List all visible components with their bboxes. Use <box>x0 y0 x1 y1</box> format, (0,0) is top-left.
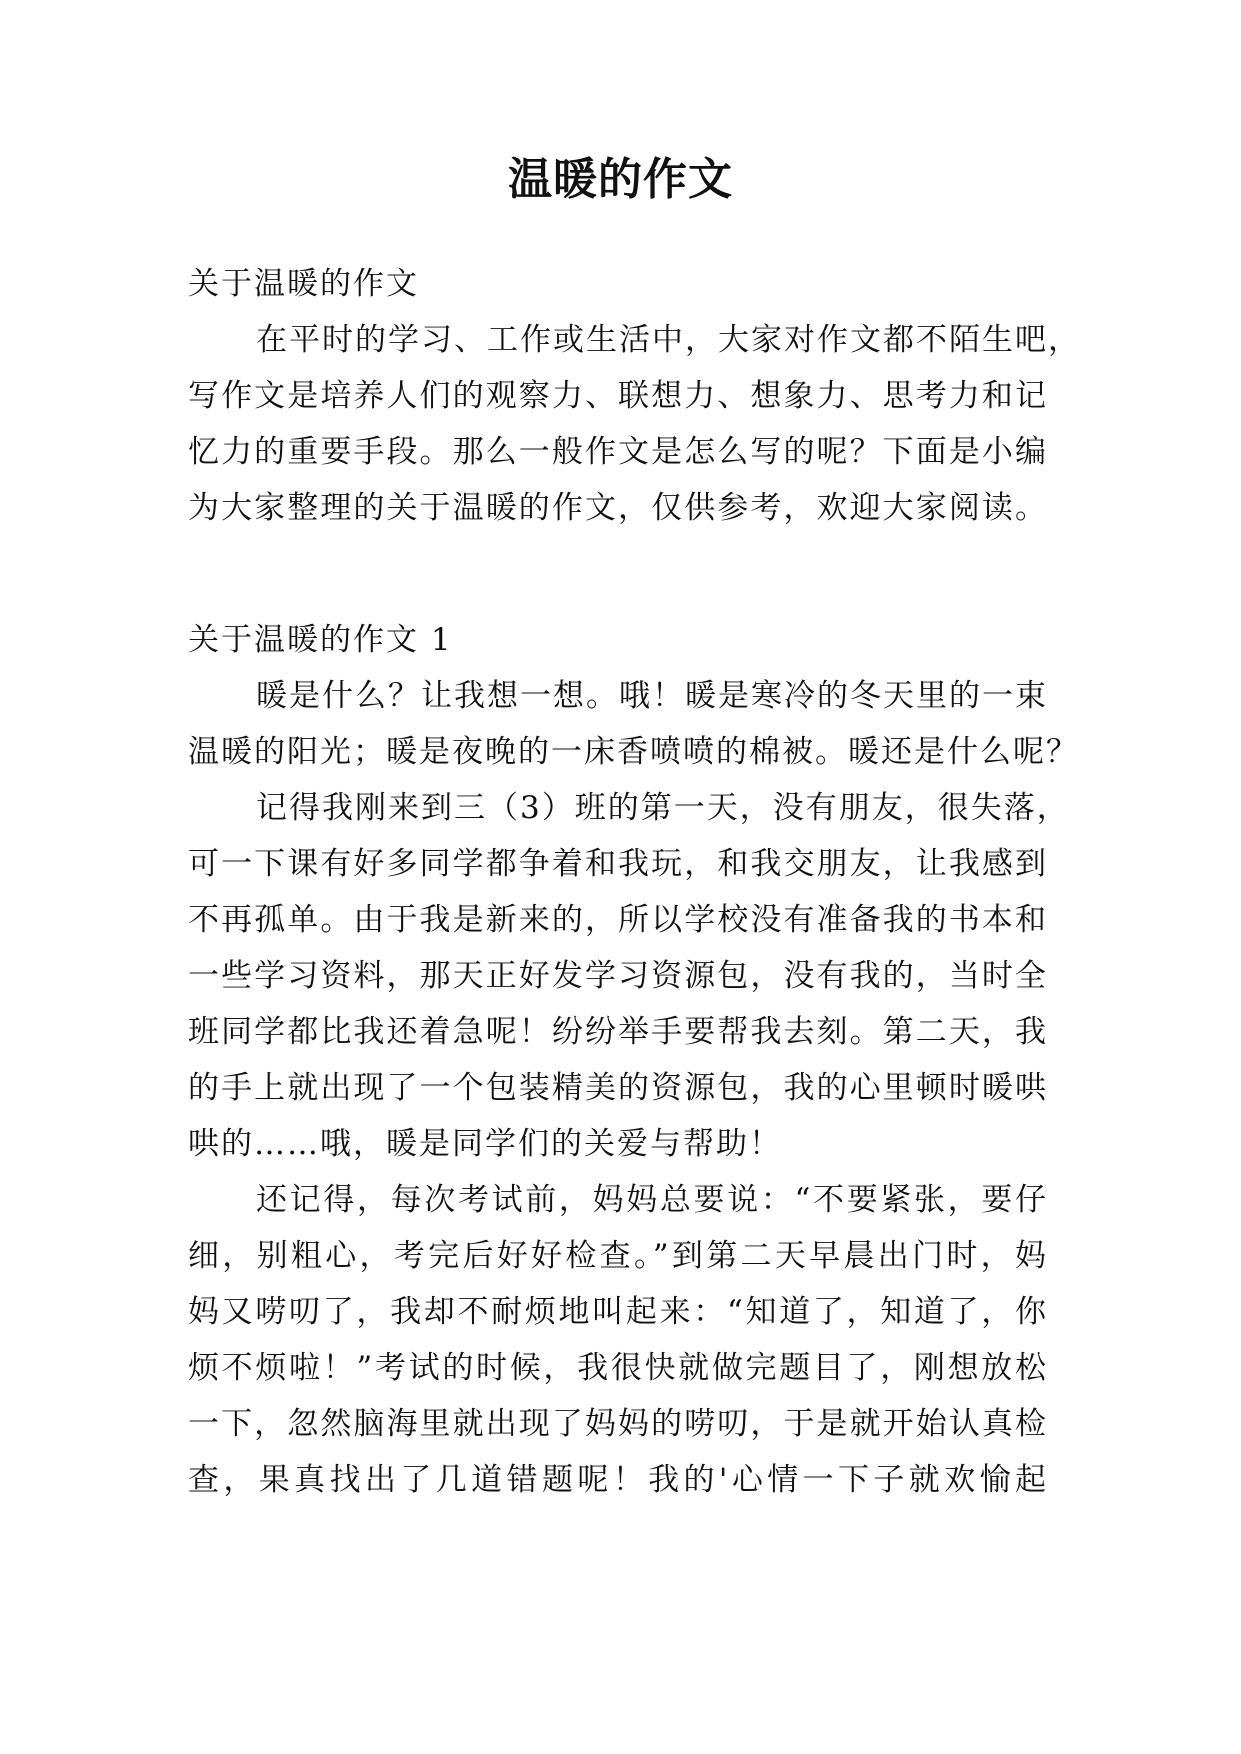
paragraph-line: 的手上就出现了一个包装精美的资源包，我的心里顿时暖哄 <box>188 1070 1048 1106</box>
paragraph-line: 温暖的阳光；暖是夜晚的一床香喷喷的棉被。暖还是什么呢？ <box>188 734 1079 770</box>
paragraph-line: 一些学习资料，那天正好发学习资源包，没有我的，当时全 <box>188 958 1048 994</box>
paragraph-line: 写作文是培养人们的观察力、联想力、想象力、思考力和记 <box>188 378 1048 414</box>
paragraph-line: 在平时的学习、工作或生活中，大家对作文都不陌生吧， <box>256 322 1081 358</box>
document-title: 温暖的作文 <box>508 154 733 205</box>
paragraph-line: 班同学都比我还着急呢！纷纷举手要帮我去刻。第二天，我 <box>188 1014 1048 1050</box>
paragraph-line: 为大家整理的关于温暖的作文，仅供参考，欢迎大家阅读。 <box>188 490 1048 526</box>
paragraph-line: 细，别粗心，考完后好好检查。”到第二天早晨出门时，妈 <box>188 1238 1048 1274</box>
paragraph-line: 记得我刚来到三（3）班的第一天，没有朋友，很失落， <box>256 790 1070 826</box>
paragraph-line: 还记得，每次考试前，妈妈总要说：“不要紧张，要仔 <box>256 1182 1048 1218</box>
paragraph-line: 哄的……哦，暖是同学们的关爱与帮助！ <box>188 1126 782 1162</box>
paragraph-line: 查，果真找出了几道错题呢！我的'心情一下子就欢愉起 <box>188 1462 1048 1498</box>
paragraph-line: 妈又唠叨了，我却不耐烦地叫起来：“知道了，知道了，你 <box>188 1294 1048 1330</box>
paragraph-line: 不再孤单。由于我是新来的，所以学校没有准备我的书本和 <box>188 902 1048 938</box>
section-heading-intro: 关于温暖的作文 <box>188 266 419 302</box>
section-heading-essay-1: 关于温暖的作文 1 <box>188 622 453 658</box>
paragraph-line: 暖是什么？让我想一想。哦！暖是寒冷的冬天里的一束 <box>256 678 1048 714</box>
paragraph-line: 可一下课有好多同学都争着和我玩，和我交朋友，让我感到 <box>188 846 1048 882</box>
paragraph-line: 一下，忽然脑海里就出现了妈妈的唠叨，于是就开始认真检 <box>188 1406 1048 1442</box>
paragraph-line: 烦不烦啦！”考试的时候，我很快就做完题目了，刚想放松 <box>188 1350 1048 1386</box>
paragraph-line: 忆力的重要手段。那么一般作文是怎么写的呢？下面是小编 <box>188 434 1048 470</box>
